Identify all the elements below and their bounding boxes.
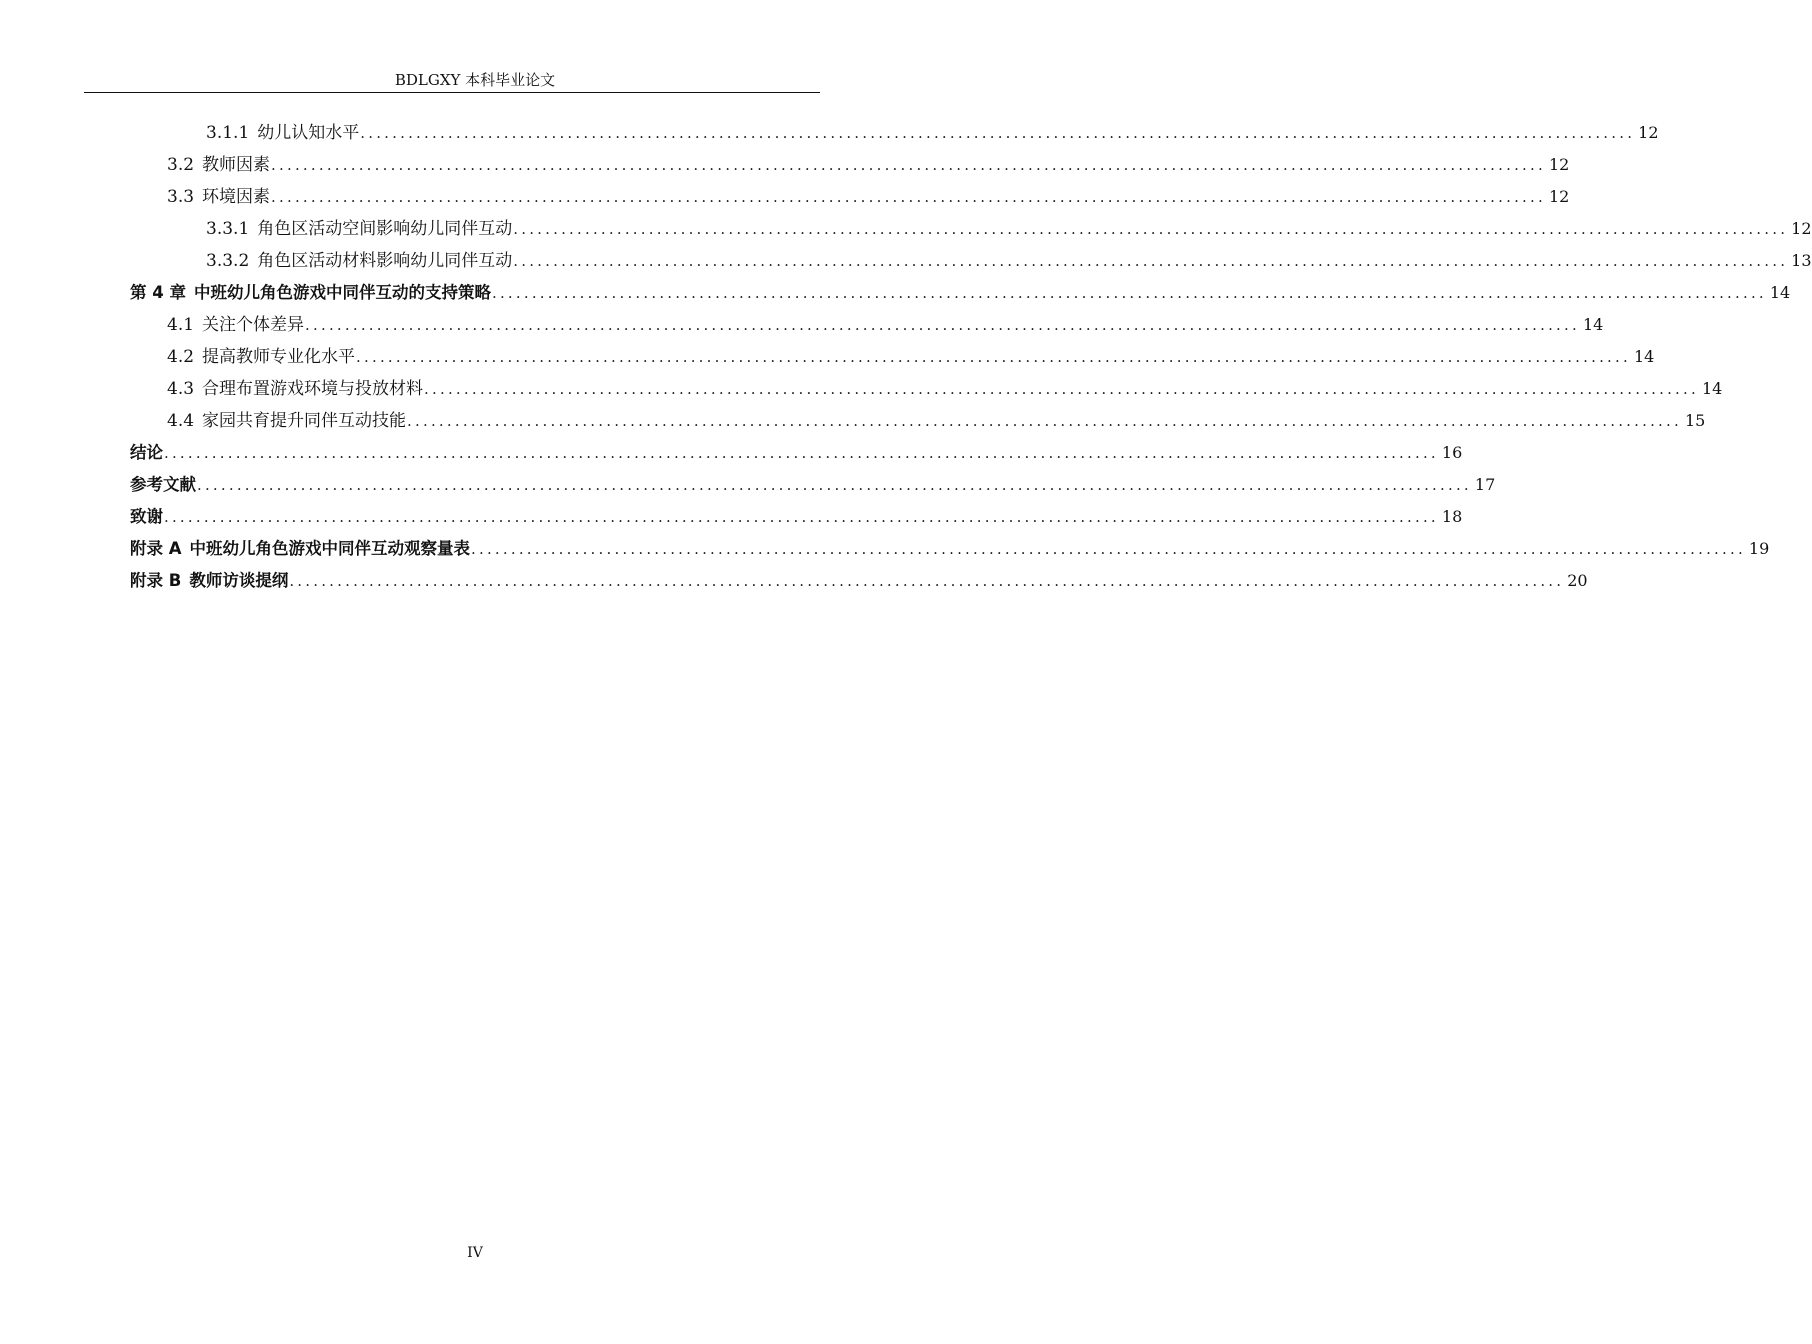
- toc-entry[interactable]: [167, 148, 1570, 176]
- toc-leader-dots: ................................................................................................................................................................: [360, 124, 1636, 142]
- toc-entry-heading: [167, 186, 270, 208]
- toc-entry-number: 4.1: [167, 315, 195, 335]
- toc-entry-title: 中班幼儿角色游戏中同伴互动观察量表: [189, 539, 471, 558]
- toc-entry-number: 第 4 章: [130, 283, 186, 302]
- toc-entry-title: 家园共育提升同伴互动技能: [202, 411, 407, 431]
- toc-entry[interactable]: [167, 404, 1706, 432]
- toc-leader-dots: ................................................................................................................................................................: [305, 316, 1580, 334]
- toc-entry-title: 合理布置游戏环境与投放材料: [202, 379, 424, 399]
- toc-entry[interactable]: [130, 276, 1791, 304]
- toc-leader-dots: ................................................................................................................................................................: [471, 540, 1746, 558]
- toc-entry[interactable]: [130, 532, 1770, 560]
- toc-leader-dots: ................................................................................................................................................................: [164, 444, 1439, 462]
- toc-entry[interactable]: [167, 340, 1655, 368]
- toc-entry-heading: [130, 570, 288, 592]
- toc-entry-number: 附录 A: [130, 539, 182, 558]
- toc-entry-title: 角色区活动空间影响幼儿同伴互动: [257, 219, 513, 239]
- toc-entry-number: 附录 B: [130, 571, 182, 590]
- toc-entry[interactable]: [206, 244, 1812, 272]
- toc-leader-dots: ................................................................................................................................................................: [491, 284, 1767, 302]
- toc-entry-number: 3.3: [167, 187, 195, 207]
- toc-entry-heading: [167, 154, 270, 176]
- toc-entry-heading: [167, 378, 423, 400]
- toc-entry-heading: [130, 282, 491, 304]
- toc-entry-page: 16: [1441, 443, 1463, 462]
- toc-entry-title: 教师因素: [202, 155, 271, 175]
- toc-entry-title: 中班幼儿角色游戏中同伴互动的支持策略: [193, 283, 491, 302]
- toc-entry-heading: [206, 250, 512, 272]
- toc-entry-page: 14: [1769, 283, 1791, 302]
- toc-entry-title: 致谢: [130, 507, 163, 526]
- toc-entry[interactable]: [130, 436, 1463, 464]
- toc-entry[interactable]: [206, 212, 1812, 240]
- toc-leader-dots: ................................................................................................................................................................: [356, 348, 1631, 366]
- toc-entry-title: 结论: [130, 443, 163, 462]
- toc-entry-heading: [130, 506, 163, 528]
- toc-leader-dots: ................................................................................................................................................................: [164, 508, 1439, 526]
- toc-entry-page: 12: [1638, 123, 1659, 142]
- toc-entry-heading: [167, 314, 304, 336]
- toc-entry[interactable]: [130, 564, 1588, 592]
- toc-entry[interactable]: [206, 116, 1659, 144]
- toc-entry[interactable]: [167, 308, 1604, 336]
- toc-entry-title: 角色区活动材料影响幼儿同伴互动: [257, 251, 513, 271]
- toc-entry-page: 13: [1791, 251, 1812, 270]
- toc-entry-heading: [130, 474, 196, 496]
- toc-entry-title: 教师访谈提纲: [189, 571, 289, 590]
- toc-entry-page: 12: [1548, 187, 1570, 206]
- toc-leader-dots: ................................................................................................................................................................: [197, 476, 1472, 494]
- toc-leader-dots: ................................................................................................................................................................: [513, 252, 1789, 270]
- toc-entry-number: 4.2: [167, 347, 195, 367]
- toc-entry[interactable]: [167, 180, 1570, 208]
- toc-entry-page: 14: [1633, 347, 1655, 366]
- toc-entry-heading: [130, 538, 470, 560]
- toc-entry-title: 幼儿认知水平: [257, 123, 360, 143]
- toc-entry-title: 参考文献: [130, 475, 196, 494]
- toc-leader-dots: ................................................................................................................................................................: [424, 380, 1699, 398]
- toc-entry-page: 14: [1701, 379, 1723, 398]
- toc-entry-title: 提高教师专业化水平: [202, 347, 356, 367]
- toc-entry-title: 环境因素: [202, 187, 271, 207]
- toc-entry-number: 3.1.1: [206, 123, 250, 143]
- page-number: IV: [467, 1245, 483, 1261]
- toc-entry-page: 15: [1684, 411, 1706, 430]
- toc-entry-number: 3.2: [167, 155, 195, 175]
- running-header: BDLGXY 本科毕业论文: [394, 71, 556, 89]
- toc-entry-number: 3.3.2: [206, 251, 250, 271]
- toc-leader-dots: ................................................................................................................................................................: [407, 412, 1682, 430]
- toc-entry-page: 18: [1441, 507, 1463, 526]
- toc-entry-page: 20: [1567, 571, 1588, 590]
- toc-entry-number: 3.3.1: [206, 219, 250, 239]
- toc-entry-page: 12: [1548, 155, 1570, 174]
- toc-entry-heading: [167, 410, 406, 432]
- toc-entry-heading: [167, 346, 355, 368]
- toc-entry-page: 17: [1474, 475, 1496, 494]
- toc-entry-page: 19: [1748, 539, 1770, 558]
- toc-entry-number: 4.3: [167, 379, 195, 399]
- toc-leader-dots: ................................................................................................................................................................: [271, 188, 1546, 206]
- toc-leader-dots: ................................................................................................................................................................: [271, 156, 1546, 174]
- toc-entry-page: 12: [1791, 219, 1812, 238]
- toc-entry-page: 14: [1582, 315, 1604, 334]
- toc-entry-heading: [206, 122, 359, 144]
- toc-entry-title: 关注个体差异: [202, 315, 305, 335]
- toc-leader-dots: ................................................................................................................................................................: [289, 572, 1565, 590]
- toc-entry-heading: [206, 218, 512, 240]
- toc-entry-number: 4.4: [167, 411, 195, 431]
- toc-entry-heading: [130, 442, 163, 464]
- header-divider: [84, 92, 820, 93]
- toc-leader-dots: ................................................................................................................................................................: [513, 220, 1789, 238]
- toc-entry[interactable]: [130, 500, 1463, 528]
- toc-entry[interactable]: [167, 372, 1723, 400]
- toc-entry[interactable]: [130, 468, 1496, 496]
